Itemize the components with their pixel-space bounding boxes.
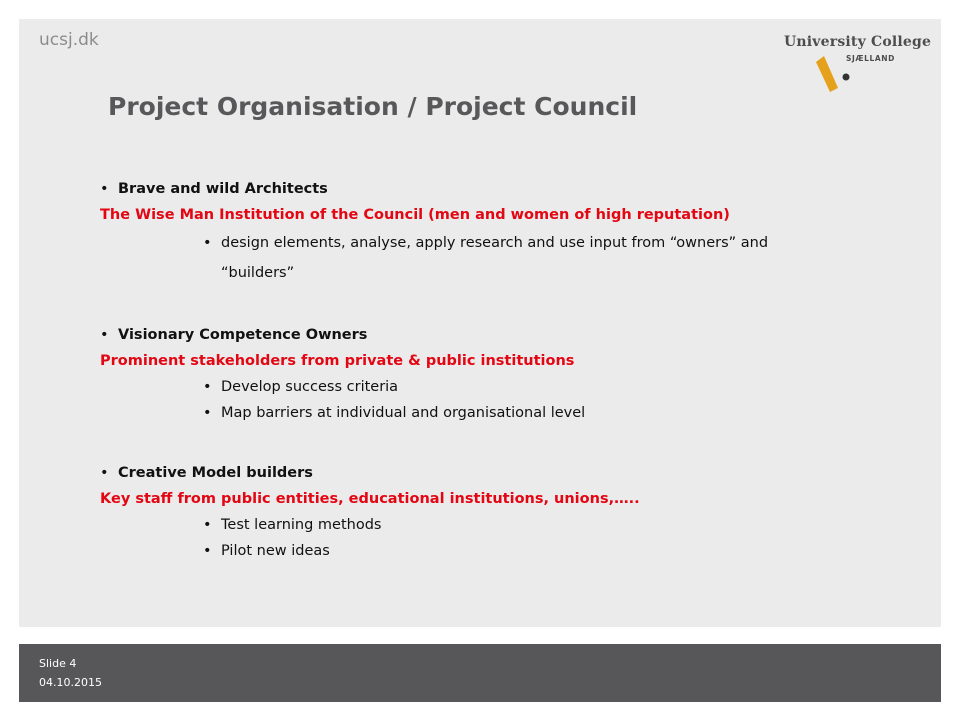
logo-subtitle: SJÆLLAND xyxy=(846,54,895,63)
logo-mark-icon xyxy=(810,52,850,96)
university-logo xyxy=(784,34,932,96)
list-item: • Develop success criteria xyxy=(100,374,860,400)
section-heading: • Creative Model builders xyxy=(100,460,860,486)
list-item: • design elements, analyse, apply research and use input from “owners” and “builders” xyxy=(100,228,860,288)
bullet-icon: • xyxy=(203,405,212,421)
bullet-icon: • xyxy=(203,379,212,395)
bullet-icon: • xyxy=(100,465,109,481)
bullet-icon: • xyxy=(203,517,212,533)
site-url[interactable]: ucsj.dk xyxy=(39,30,99,50)
list-item: • Map barriers at individual and organisational level xyxy=(100,400,860,426)
bullet-icon: • xyxy=(100,181,109,197)
logo-slash-shape xyxy=(816,56,838,92)
logo-title: University College xyxy=(784,34,932,50)
section-subheading: The Wise Man Institution of the Council (men and women of high reputation) xyxy=(100,207,730,223)
list-item: • Test learning methods xyxy=(100,512,860,538)
list-item: • Pilot new ideas xyxy=(100,538,860,564)
slide-content xyxy=(100,176,860,564)
footer-bar xyxy=(19,644,941,702)
slide-title: Project Organisation / Project Council xyxy=(108,92,638,121)
section-heading: • Visionary Competence Owners xyxy=(100,322,860,348)
slide-number: Slide 4 xyxy=(39,657,77,670)
bullet-icon: • xyxy=(203,543,212,559)
section-subheading: Key staff from public entities, educational institutions, unions,….. xyxy=(100,491,640,507)
bullet-icon: • xyxy=(100,327,109,343)
section-subheading: Prominent stakeholders from private & public institutions xyxy=(100,353,575,369)
bullet-icon: • xyxy=(203,235,212,251)
section-heading: • Brave and wild Architects xyxy=(100,176,860,202)
slide-date: 04.10.2015 xyxy=(39,676,102,689)
logo-dot-shape xyxy=(843,74,850,81)
